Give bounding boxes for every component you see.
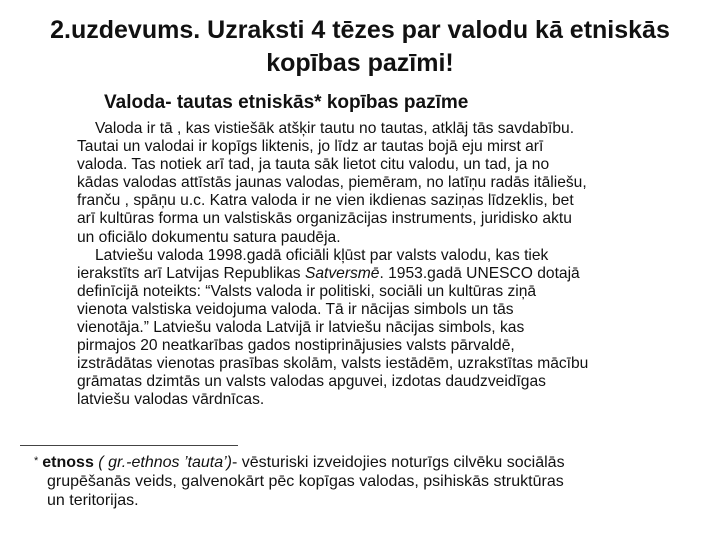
paragraph-2	[77, 247, 699, 410]
paragraph-1	[77, 120, 699, 247]
footnote-line: grupēšanās veids, galvenokārt pēc kopīgas valodas, psihiskās struktūras	[47, 473, 564, 490]
paragraph-2-text: . 1953.gadā UNESCO dotajā	[379, 264, 580, 282]
paragraph-1-line: Tautai un valodai ir kopīgs liktenis, jo līdz ar tautas bojā eju mirst arī	[77, 138, 544, 156]
paragraph-1-line: arī kultūras forma un valstiskās organizācijas instruments, juridisko aktu	[77, 210, 572, 228]
footnote-marker: *	[34, 455, 39, 467]
body-text	[77, 120, 699, 410]
footnote-definition: - vēsturiski izveidojies noturīgs cilvēku sociālās	[232, 454, 565, 471]
paragraph-2-text: ierakstīts arī Latvijas Republikas	[77, 264, 305, 282]
paragraph-2-line: vienota valstiska veidojuma valoda. Tā ir nācijas simbols un tās	[77, 300, 514, 318]
paragraph-2-line: vienotāja.” Latviešu valoda Latvijā ir latviešu nācijas simbols, kas	[77, 319, 525, 337]
paragraph-2-line: pirmajos 20 neatkarības gados nostiprinājusies valsts pārvaldē,	[77, 337, 515, 355]
paragraph-1-line: valoda. Tas notiek arī tad, ja tauta sāk lietot citu valodu, un tad, ja no	[77, 156, 550, 174]
paragraph-1-line: Valoda ir tā , kas vistiešāk atšķir tautu no tautas, atklāj tās savdabību.	[95, 120, 575, 137]
paragraph-1-line: franču , spāņu u.c. Katra valoda ir ne vien ikdienas saziņas līdzeklis, bet	[77, 192, 574, 210]
paragraph-2-line: grāmatas dzimtās un valsts valodas apguvei, izdotas daudzveidīgas	[77, 373, 546, 391]
footnote-line	[34, 452, 704, 472]
paragraph-1-line: kādas valodas attīstās jaunas valodas, piemēram, no latīņu radās itāliešu,	[77, 174, 587, 192]
paragraph-2-line	[77, 265, 699, 283]
paragraph-1-line: un oficiālo dokumentu satura paudēja.	[77, 228, 341, 246]
paragraph-2-line: Latviešu valoda 1998.gadā oficiāli kļūst par valsts valodu, kas tiek	[95, 246, 549, 264]
task-instruction-line-2: kopības pazīmi!	[266, 49, 454, 77]
paragraph-2-line: definīcijā noteikts: “Valsts valoda ir politiski, sociāli un kultūras ziņā	[77, 282, 537, 300]
paragraph-2-line: izstrādātas vienotas prasības skolām, valsts iestādēm, uzrakstītas mācību	[77, 355, 589, 373]
task-instruction-line-1: Uzraksti 4 tēzes par valodu kā etniskās	[200, 16, 670, 44]
footnote	[34, 452, 704, 510]
slide-title	[20, 14, 700, 80]
footnote-line: un teritorijas.	[47, 492, 139, 509]
footnote-divider	[20, 445, 238, 446]
task-number: 2.uzdevums.	[50, 16, 201, 44]
footnote-etymology: ( gr.-ethnos ’tauta’)	[93, 454, 232, 471]
paragraph-2-line: latviešu valodas vārdnīcas.	[77, 391, 265, 409]
section-heading: Valoda- tautas etniskās* kopības pazīme	[104, 92, 469, 113]
satversme-italic: Satversmē	[304, 264, 380, 282]
footnote-term: etnoss	[42, 454, 94, 471]
